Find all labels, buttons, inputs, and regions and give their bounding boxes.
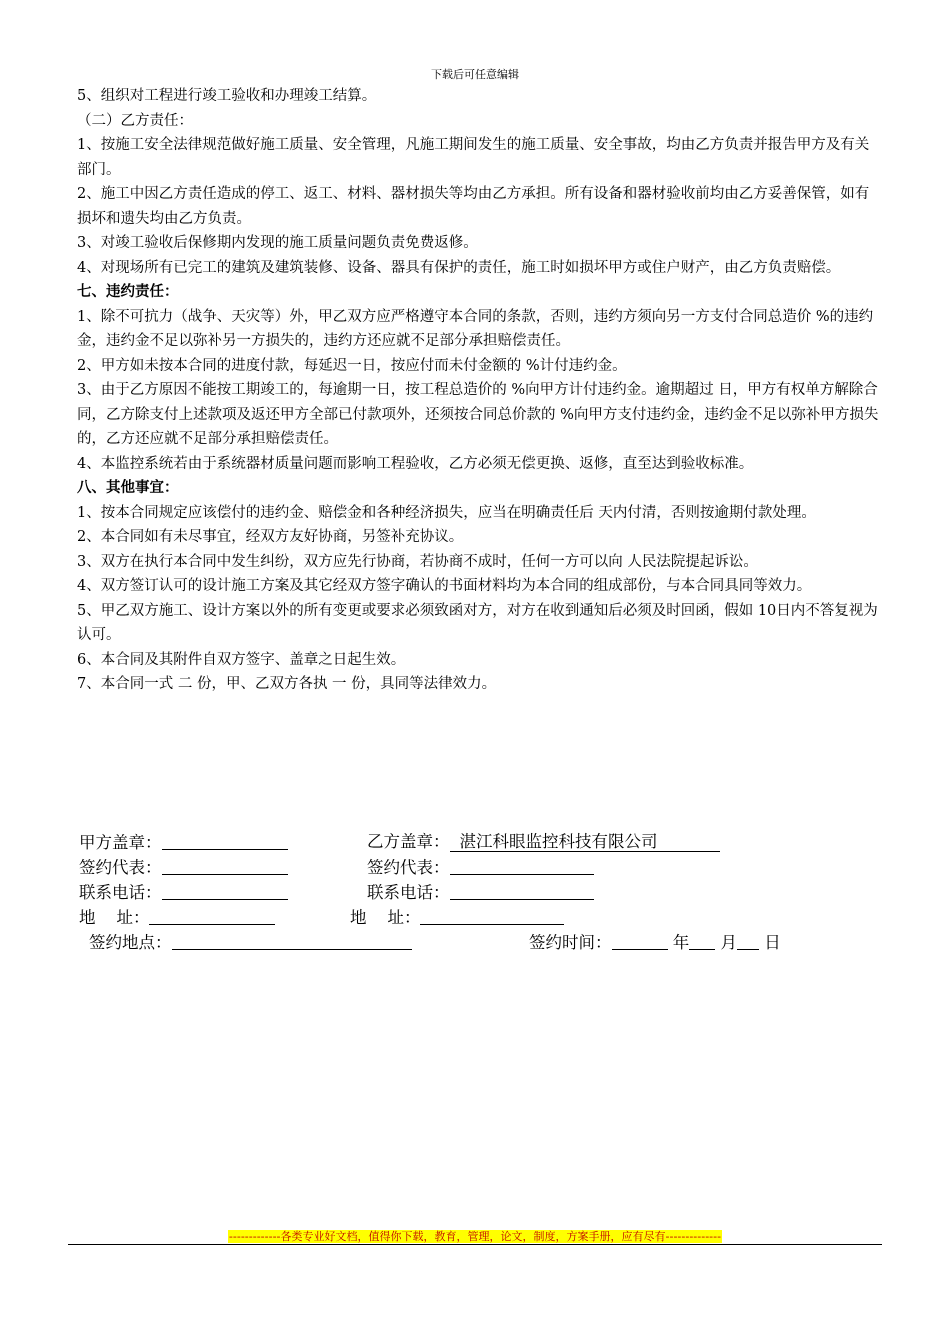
footer-banner-text: -------------各类专业好文档，值得你下载，教育，管理，论文，制度，方案手册，应有尽有-------------- <box>228 1230 722 1243</box>
sign-place-label: 签约地点： <box>89 933 172 952</box>
party-b-company-name: 湛江科眼监控科技有限公司 <box>450 832 720 852</box>
party-a-addr-line[interactable] <box>149 906 275 925</box>
party-b-addr-label: 地 址： <box>350 908 421 927</box>
party-a-rep-row <box>79 856 288 879</box>
party-a-seal-label: 甲方盖章： <box>79 833 162 852</box>
sign-year-label: 年 <box>672 933 690 952</box>
party-a-rep-line[interactable] <box>162 856 288 875</box>
sign-place-line[interactable] <box>172 931 412 950</box>
section-heading: 八、其他事宜： <box>77 479 179 496</box>
party-a-phone-label: 联系电话： <box>79 883 162 902</box>
party-a-seal-row <box>79 831 288 854</box>
party-b-addr-row <box>350 906 564 929</box>
contract-body <box>77 84 883 697</box>
party-a-addr-label: 地 址： <box>79 908 150 927</box>
clause-paragraph: 3、双方在执行本合同中发生纠纷，双方应先行协商，若协商不成时，任何一方可以向 人民法院提起诉讼。 <box>77 553 758 570</box>
party-b-phone-row <box>367 881 594 904</box>
clause-paragraph: 1、按本合同规定应该偿付的违约金、赔偿金和各种经济损失，应当在明确责任后 天内付清，否则按逾期付款处理。 <box>77 504 816 521</box>
clause-paragraph: 6、本合同及其附件自双方签字、盖章之日起生效。 <box>77 651 406 668</box>
header-note: 下载后可任意编辑 <box>431 68 519 81</box>
clause-paragraph: 2、施工中因乙方责任造成的停工、返工、材料、器材损失等均由乙方承担。所有设备和器材验收前均由乙方妥善保管，如有损坏和遗失均由乙方负责。 <box>77 186 870 227</box>
party-b-seal-label: 乙方盖章： <box>367 832 450 851</box>
clause-paragraph: （二）乙方责任： <box>77 112 193 129</box>
party-a-addr-row <box>79 906 275 929</box>
sign-day-label: 日 <box>764 933 781 952</box>
clause-paragraph: 4、对现场所有已完工的建筑及建筑装修、设备、器具有保护的责任，施工时如损坏甲方或住户财产，由乙方负责赔偿。 <box>77 259 841 276</box>
party-b-phone-line[interactable] <box>450 881 594 900</box>
party-b-addr-line[interactable] <box>420 906 564 925</box>
sign-month-label: 月 <box>720 933 737 952</box>
sign-month-line[interactable] <box>689 931 715 950</box>
party-b-rep-row <box>367 856 594 879</box>
clause-paragraph: 3、由于乙方原因不能按工期竣工的，每逾期一日，按工程总造价的 %向甲方计付违约金。逾期超过 日，甲方有权单方解除合同，乙方除支付上述款项及返还甲方全部已付款项外，还须按合同总价款的 %向甲方支付违约金，违约金不足以弥补甲方损失的，乙方还应就不足部分承担赔偿责任。 <box>77 382 879 447</box>
clause-paragraph: 5、甲乙双方施工、设计方案以外的所有变更或要求必须致函对方，对方在收到通知后必须及时回函，假如 10日内不答复视为认可。 <box>77 602 878 643</box>
clause-paragraph: 3、对竣工验收后保修期内发现的施工质量问题负责免费返修。 <box>77 235 478 251</box>
party-a-rep-label: 签约代表： <box>79 858 162 877</box>
clause-paragraph: 1、除不可抗力（战争、天灾等）外，甲乙双方应严格遵守本合同的条款，否则，违约方须向另一方支付合同总造价 %的违约金，违约金不足以弥补另一方损失的，违约方还应就不足部分承担赔偿责任。 <box>77 308 874 349</box>
clause-paragraph: 4、本监控系统若由于系统器材质量问题而影响工程验收，乙方必须无偿更换、返修，直至达到验收标准。 <box>77 455 754 472</box>
party-b-seal-row <box>367 831 720 853</box>
footer-rule <box>68 1244 882 1245</box>
clause-paragraph: 2、甲方如未按本合同的进度付款，每延迟一日，按应付而未付金额的 %计付违约金。 <box>77 357 627 374</box>
section-heading: 七、违约责任： <box>77 283 179 300</box>
party-a-phone-line[interactable] <box>162 881 288 900</box>
sign-time-label: 签约时间： <box>529 933 612 952</box>
clause-paragraph: 7、本合同一式 二 份，甲、乙双方各执 一 份，具同等法律效力。 <box>77 676 497 692</box>
party-a-seal-line[interactable] <box>162 831 288 850</box>
footer-banner <box>0 1228 950 1244</box>
clause-paragraph: 5、组织对工程进行竣工验收和办理竣工结算。 <box>77 88 377 104</box>
clause-paragraph: 1、按施工安全法律规范做好施工质量、安全管理，凡施工期间发生的施工质量、安全事故，均由乙方负责并报告甲方及有关部门。 <box>77 137 870 178</box>
clause-paragraph: 4、双方签订认可的设计施工方案及其它经双方签字确认的书面材料均为本合同的组成部份，与本合同具同等效力。 <box>77 578 812 594</box>
clause-paragraph: 2、本合同如有未尽事宜，经双方友好协商，另签补充协议。 <box>77 529 464 545</box>
sign-year-line[interactable] <box>612 931 668 950</box>
sign-place-row <box>89 931 412 954</box>
sign-time-row <box>529 931 781 954</box>
party-b-rep-label: 签约代表： <box>367 858 450 877</box>
party-a-phone-row <box>79 881 288 904</box>
party-b-phone-label: 联系电话： <box>367 883 450 902</box>
sign-day-line[interactable] <box>737 931 759 950</box>
party-b-rep-line[interactable] <box>450 856 594 875</box>
